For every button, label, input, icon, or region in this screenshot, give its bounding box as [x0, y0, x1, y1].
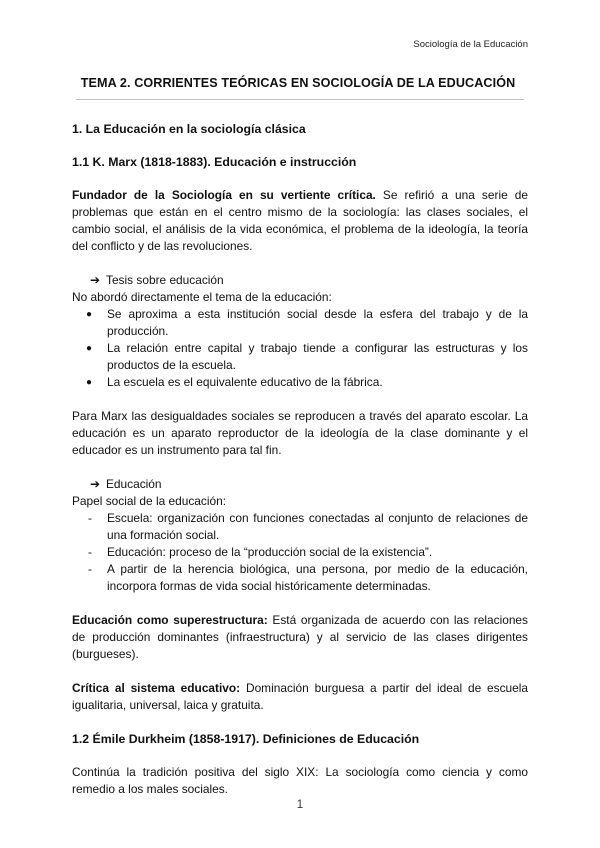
document-body [72, 121, 528, 798]
page-number: 1 [296, 799, 304, 811]
document-title: TEMA 2. CORRIENTES TEÓRICAS EN SOCIOLOGÍA DE LA EDUCACIÓN [80, 76, 516, 90]
dash-icon: - [88, 511, 92, 525]
subsection-heading-marx: 1.1 K. Marx (1818-1883). Educación e instrucción [72, 155, 357, 169]
critique-bold: Crítica al sistema educativo: [72, 681, 241, 695]
critique-text: Dominación burguesa a partir del ideal de escuela igualitaria, universal, laica y gratuita. [72, 681, 529, 712]
list-item: ● La relación entre capital y trabajo tiende a configurar las estructuras y los productos de la escuela. [86, 341, 528, 372]
dash-icon: - [88, 545, 92, 559]
critique-paragraph [72, 680, 528, 714]
dash-icon: - [88, 562, 92, 576]
arrow-item-theses [72, 272, 528, 289]
list-item: - A partir de la herencia biológica, una persona, por medio de la educación, incorpora formas de vida social históricamente determinadas. [88, 562, 528, 593]
arrow-right-icon: ➔ [90, 273, 100, 287]
theses-list [72, 306, 528, 391]
list-item: ● Se aproxima a esta institución social desde la esfera del trabajo y de la producción. [86, 307, 528, 338]
arrow-item-label: Educación [106, 477, 162, 491]
bullet-icon: ● [86, 377, 93, 388]
title-divider [76, 99, 524, 100]
arrow-item-education [72, 476, 528, 493]
arrow-right-icon: ➔ [90, 477, 100, 491]
durkheim-paragraph: Continúa la tradición positiva del siglo XIX: La sociología como ciencia y como remedio a los males sociales. [72, 765, 528, 796]
superstructure-text: Está organizada de acuerdo con las relaciones de producción dominantes (infraestructura) y al servicio de las clases dirigentes (burgueses). [72, 613, 528, 661]
superstructure-paragraph [72, 612, 528, 663]
theses-lead: No abordó directamente el tema de la educación: [72, 290, 332, 304]
running-header: Sociología de la Educación [413, 39, 528, 50]
bullet-icon: ● [86, 309, 93, 320]
list-item: ● La escuela es el equivalente educativo de la fábrica. [86, 375, 383, 389]
list-item: - Educación: proceso de la “producción social de la existencia”. [88, 545, 433, 559]
roles-lead: Papel social de la educación: [72, 494, 227, 508]
marx-intro-text: Se refirió a una serie de problemas que están en el centro mismo de la sociología: las clases sociales, el cambio social, el análisis de la vida económica, el problema de la ideología, la teoría del conflicto y de las revoluciones. [72, 188, 528, 253]
superstructure-bold: Educación como superestructura: [72, 613, 268, 627]
marx-intro-paragraph [72, 187, 528, 255]
subsection-heading-durkheim: 1.2 Émile Durkheim (1858-1917). Definiciones de Educación [72, 732, 420, 746]
list-item: - Escuela: organización con funciones conectadas al conjunto de relaciones de una formación social. [88, 511, 528, 542]
section-heading-1: 1. La Educación en la sociología clásica [72, 122, 306, 136]
marx-inequality-paragraph: Para Marx las desigualdades sociales se reproducen a través del aparato escolar. La educación es un aparato reproductor de la ideología de la clase dominante y el educador es un instrumento para tal fin. [72, 409, 528, 457]
marx-intro-bold: Fundador de la Sociología en su vertiente crítica. [72, 188, 376, 202]
arrow-item-label: Tesis sobre educación [106, 273, 224, 287]
roles-list [72, 510, 528, 595]
bullet-icon: ● [86, 343, 93, 354]
